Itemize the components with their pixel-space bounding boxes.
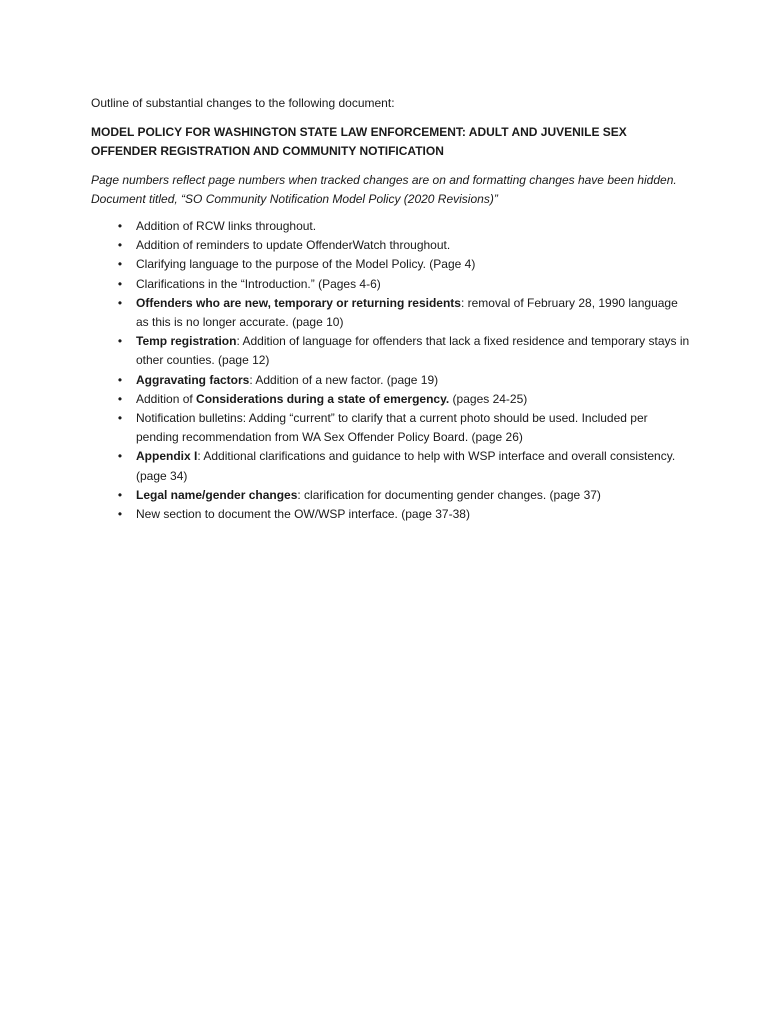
item-text: Addition of xyxy=(136,391,197,406)
item-text: Clarifications in the “Introduction.” (Pages 4-6) xyxy=(136,276,381,291)
item-text: Addition of reminders to update OffenderWatch throughout. xyxy=(136,238,451,253)
item-bold-lead: Temp registration xyxy=(136,334,237,349)
document-title: MODEL POLICY FOR WASHINGTON STATE LAW ENFORCEMENT: ADULT AND JUVENILE SEX OFFENDER REGISTRATION AND COMMUNITY NOTIFICATION xyxy=(91,125,627,159)
changes-list xyxy=(91,217,691,524)
list-item xyxy=(117,275,691,294)
list-item xyxy=(117,217,691,236)
list-item xyxy=(117,505,691,524)
bullet-icon: • xyxy=(117,334,123,349)
item-bold-lead: Aggravating factors xyxy=(136,372,250,387)
bullet-icon: • xyxy=(117,257,123,272)
list-item xyxy=(117,409,691,447)
item-text: Clarifying language to the purpose of the Model Policy. (Page 4) xyxy=(136,257,476,272)
bullet-icon: • xyxy=(117,372,123,387)
bullet-icon: • xyxy=(117,238,123,253)
list-item xyxy=(117,390,691,409)
bullet-icon: • xyxy=(117,449,123,464)
item-text: : Addition of a new factor. (page 19) xyxy=(249,372,439,387)
item-text: : Addition of language for offenders that lack a fixed residence and temporary stays in other counties. (page 12) xyxy=(136,334,690,368)
bullet-icon: • xyxy=(117,507,123,522)
item-text: Notification bulletins: Adding “current” to clarify that a current photo should be used. Included per pending recommendation from WA Sex Offender Policy Board. (page 26) xyxy=(136,411,648,445)
intro-line: Outline of substantial changes to the following document: xyxy=(91,96,395,110)
item-text: Addition of RCW links throughout. xyxy=(136,219,317,234)
item-bold-lead: Offenders who are new, temporary or returning residents xyxy=(136,295,461,310)
item-bold-tail: Considerations during a state of emergency. xyxy=(196,391,450,406)
document-body xyxy=(91,94,691,524)
bullet-icon: • xyxy=(117,411,123,426)
list-item xyxy=(117,236,691,255)
item-tail: (pages 24-25) xyxy=(449,391,528,406)
item-bold-lead: Appendix I xyxy=(136,449,198,464)
bullet-icon: • xyxy=(117,487,123,502)
item-text: : Additional clarifications and guidance to help with WSP interface and overall consistency. (page 34) xyxy=(136,449,676,483)
list-item xyxy=(117,486,691,505)
list-item xyxy=(117,332,691,370)
item-text: New section to document the OW/WSP interface. (page 37-38) xyxy=(136,507,470,522)
list-item xyxy=(117,447,691,485)
bullet-icon: • xyxy=(117,219,123,234)
item-text: : clarification for documenting gender changes. (page 37) xyxy=(297,487,601,502)
bullet-icon: • xyxy=(117,276,123,291)
list-item xyxy=(117,294,691,332)
page-number-note: Page numbers reflect page numbers when tracked changes are on and formatting changes have been hidden. Document titled, “SO Community Notification Model Policy (2020 Revisions)” xyxy=(91,172,677,206)
bullet-icon: • xyxy=(117,295,123,310)
list-item xyxy=(117,371,691,390)
item-bold-lead: Legal name/gender changes xyxy=(136,487,298,502)
item-text: : removal of February 28, 1990 language as this is no longer accurate. (page 10) xyxy=(136,295,678,330)
list-item xyxy=(117,255,691,274)
bullet-icon: • xyxy=(117,391,123,406)
